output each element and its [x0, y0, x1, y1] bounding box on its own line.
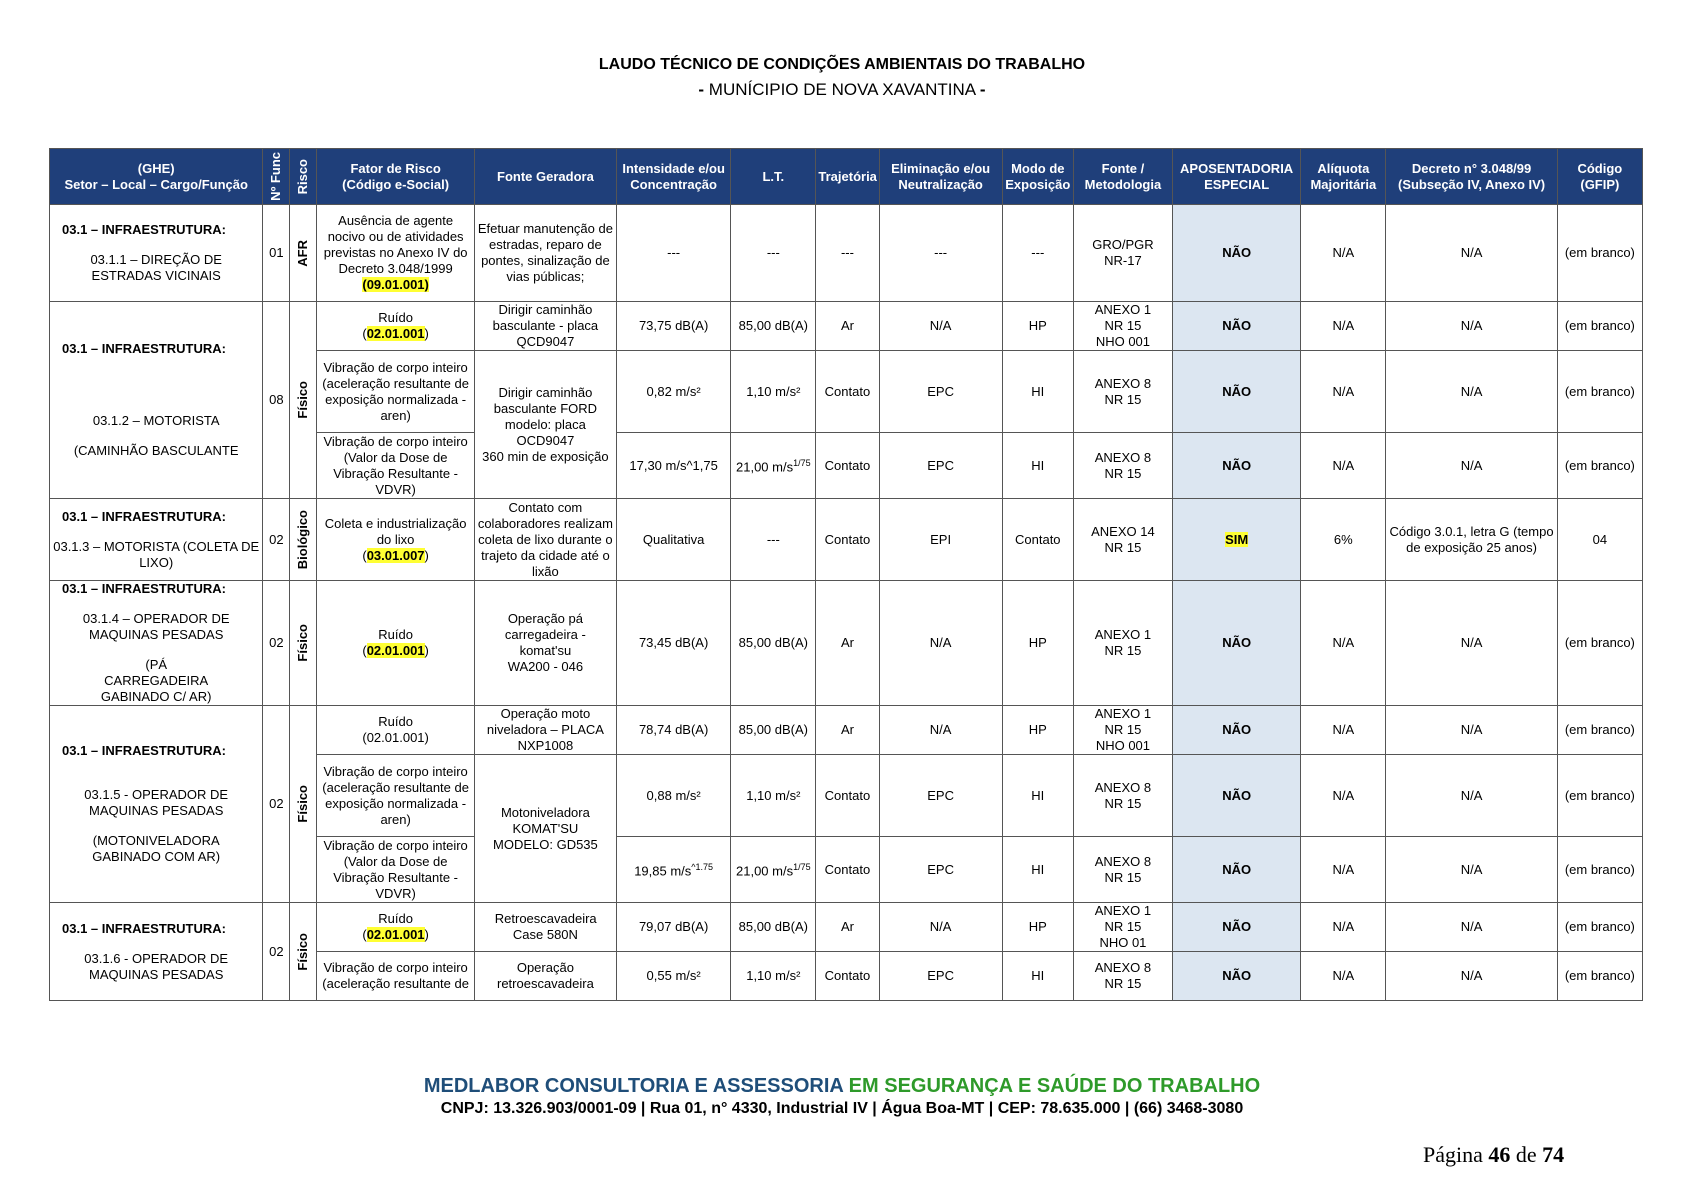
- aposentadoria-cell: NÃO: [1173, 351, 1301, 433]
- elim-cell: ---: [879, 205, 1002, 302]
- aposentadoria-cell: NÃO: [1173, 302, 1301, 351]
- traj-cell: Contato: [816, 952, 879, 1001]
- col-fonte: Fonte Geradora: [474, 149, 616, 205]
- metodologia-cell: ANEXO 8 NR 15: [1073, 351, 1172, 433]
- gfip-cell: 04: [1557, 499, 1642, 581]
- modo-cell: HI: [1002, 433, 1073, 499]
- lt-cell: 1,10 m/s²: [731, 755, 816, 837]
- aliquota-cell: 6%: [1301, 499, 1386, 581]
- elim-cell: EPC: [879, 351, 1002, 433]
- elim-cell: EPI: [879, 499, 1002, 581]
- fator-cell: Ruído (02.01.001): [317, 581, 474, 706]
- decreto-cell: N/A: [1386, 837, 1557, 903]
- decreto-cell: Código 3.0.1, letra G (tempo de exposição 25 anos): [1386, 499, 1557, 581]
- nfunc-cell: 02: [263, 903, 290, 1001]
- nfunc-cell: 02: [263, 581, 290, 706]
- aliquota-cell: N/A: [1301, 302, 1386, 351]
- elim-cell: EPC: [879, 755, 1002, 837]
- fator-cell: Vibração de corpo inteiro (aceleração resultante de exposição normalizada - aren): [317, 755, 474, 837]
- risco-cell: AFR: [290, 205, 317, 302]
- risco-cell: Físico: [290, 581, 317, 706]
- gfip-cell: (em branco): [1557, 302, 1642, 351]
- decreto-cell: N/A: [1386, 903, 1557, 952]
- traj-cell: Contato: [816, 499, 879, 581]
- gfip-cell: (em branco): [1557, 351, 1642, 433]
- col-metodologia: Fonte / Metodologia: [1073, 149, 1172, 205]
- int-cell: ---: [617, 205, 731, 302]
- table-header-row: [50, 149, 1643, 205]
- metodologia-cell: GRO/PGR NR-17: [1073, 205, 1172, 302]
- int-cell: Qualitativa: [617, 499, 731, 581]
- modo-cell: HI: [1002, 952, 1073, 1001]
- metodologia-cell: ANEXO 8 NR 15: [1073, 755, 1172, 837]
- document-subtitle: - MUNÍCIPIO DE NOVA XAVANTINA -: [698, 80, 986, 99]
- lt-cell: ---: [731, 499, 816, 581]
- aliquota-cell: N/A: [1301, 755, 1386, 837]
- aliquota-cell: N/A: [1301, 706, 1386, 755]
- nfunc-cell: 02: [263, 706, 290, 903]
- aliquota-cell: N/A: [1301, 952, 1386, 1001]
- elim-cell: N/A: [879, 581, 1002, 706]
- gfip-cell: (em branco): [1557, 433, 1642, 499]
- traj-cell: Contato: [816, 837, 879, 903]
- decreto-cell: N/A: [1386, 706, 1557, 755]
- risco-cell: Físico: [290, 903, 317, 1001]
- ghe-cell: 03.1 – INFRAESTRUTURA: 03.1.6 - OPERADOR DE MAQUINAS PESADAS: [50, 903, 263, 1001]
- int-cell: 17,30 m/s^1,75: [617, 433, 731, 499]
- lt-cell: 1,10 m/s²: [731, 351, 816, 433]
- col-intensidade: Intensidade e/ou Concentração: [617, 149, 731, 205]
- aposentadoria-cell: NÃO: [1173, 581, 1301, 706]
- decreto-cell: N/A: [1386, 581, 1557, 706]
- col-gfip: Código (GFIP): [1557, 149, 1642, 205]
- elim-cell: EPC: [879, 433, 1002, 499]
- traj-cell: Ar: [816, 706, 879, 755]
- modo-cell: HP: [1002, 903, 1073, 952]
- footer-address: CNPJ: 13.326.903/0001-09 | Rua 01, n° 4330, Industrial IV | Água Boa-MT | CEP: 78.635.000 | (66) 3468-3080: [440, 1100, 1244, 1117]
- metodologia-cell: ANEXO 1 NR 15 NHO 001: [1073, 706, 1172, 755]
- nfunc-cell: 02: [263, 499, 290, 581]
- modo-cell: HP: [1002, 302, 1073, 351]
- traj-cell: Ar: [816, 581, 879, 706]
- table-row: [50, 205, 1643, 302]
- col-eliminacao: Eliminação e/ou Neutralização: [879, 149, 1002, 205]
- elim-cell: EPC: [879, 952, 1002, 1001]
- aposentadoria-cell: NÃO: [1173, 755, 1301, 837]
- lt-cell: ---: [731, 205, 816, 302]
- risk-table: [49, 148, 1643, 1001]
- table-row: [50, 302, 1643, 351]
- fator-cell: Ruído (02.01.001): [317, 903, 474, 952]
- traj-cell: Ar: [816, 903, 879, 952]
- col-aliquota: Alíquota Majoritária: [1301, 149, 1386, 205]
- lt-cell: 21,00 $m/s^{1/75}$: [731, 837, 816, 903]
- decreto-cell: N/A: [1386, 952, 1557, 1001]
- gfip-cell: (em branco): [1557, 706, 1642, 755]
- ghe-cell: 03.1 – INFRAESTRUTURA: 03.1.4 – OPERADOR DE MAQUINAS PESADAS (PÁ CARREGADEIRA GABINADO C/ AR): [50, 581, 263, 706]
- int-cell: 78,74 dB(A): [617, 706, 731, 755]
- traj-cell: Contato: [816, 351, 879, 433]
- modo-cell: HP: [1002, 706, 1073, 755]
- aposentadoria-cell: NÃO: [1173, 205, 1301, 302]
- decreto-cell: N/A: [1386, 433, 1557, 499]
- int-cell: 79,07 dB(A): [617, 903, 731, 952]
- metodologia-cell: ANEXO 1 NR 15: [1073, 581, 1172, 706]
- elim-cell: N/A: [879, 706, 1002, 755]
- gfip-cell: (em branco): [1557, 581, 1642, 706]
- int-cell: 73,45 dB(A): [617, 581, 731, 706]
- col-lt: L.T.: [731, 149, 816, 205]
- int-cell: 0,82 m/s²: [617, 351, 731, 433]
- modo-cell: HI: [1002, 351, 1073, 433]
- gfip-cell: (em branco): [1557, 837, 1642, 903]
- gfip-cell: (em branco): [1557, 952, 1642, 1001]
- col-ghe: (GHE) Setor – Local – Cargo/Função: [50, 149, 263, 205]
- fonte-cell: Operação pá carregadeira - komat'su WA200 - 046: [474, 581, 616, 706]
- modo-cell: ---: [1002, 205, 1073, 302]
- traj-cell: Contato: [816, 755, 879, 837]
- fonte-cell: Operação moto niveladora – PLACA NXP1008: [474, 706, 616, 755]
- elim-cell: EPC: [879, 837, 1002, 903]
- fonte-cell: Dirigir caminhão basculante FORD modelo: placa OCD9047 360 min de exposição: [474, 351, 616, 499]
- nfunc-cell: 01: [263, 205, 290, 302]
- aposentadoria-cell: NÃO: [1173, 837, 1301, 903]
- aposentadoria-cell: NÃO: [1173, 952, 1301, 1001]
- aliquota-cell: N/A: [1301, 205, 1386, 302]
- lt-cell: 85,00 dB(A): [731, 706, 816, 755]
- aliquota-cell: N/A: [1301, 351, 1386, 433]
- col-nfunc: Nº Func: [263, 149, 290, 205]
- page-number: Página 46 de 74: [1423, 1142, 1565, 1167]
- elim-cell: N/A: [879, 903, 1002, 952]
- fator-cell: Vibração de corpo inteiro (Valor da Dose de Vibração Resultante - VDVR): [317, 433, 474, 499]
- int-cell: 19,85 $m/s^{\^{}1.75}$: [617, 837, 731, 903]
- modo-cell: Contato: [1002, 499, 1073, 581]
- fonte-cell: Motoniveladora KOMAT'SU MODELO: GD535: [474, 755, 616, 903]
- fator-cell: Vibração de corpo inteiro (aceleração resultante de: [317, 952, 474, 1001]
- gfip-cell: (em branco): [1557, 755, 1642, 837]
- decreto-cell: N/A: [1386, 205, 1557, 302]
- aposentadoria-cell: NÃO: [1173, 433, 1301, 499]
- traj-cell: Ar: [816, 302, 879, 351]
- table-row: [50, 581, 1643, 706]
- int-cell: 0,55 m/s²: [617, 952, 731, 1001]
- lt-cell: 85,00 dB(A): [731, 581, 816, 706]
- risco-cell: Biológico: [290, 499, 317, 581]
- document-title: LAUDO TÉCNICO DE CONDIÇÕES AMBIENTAIS DO TRABALHO: [598, 56, 1086, 73]
- table-row: [50, 706, 1643, 755]
- aliquota-cell: N/A: [1301, 903, 1386, 952]
- metodologia-cell: ANEXO 8 NR 15: [1073, 952, 1172, 1001]
- modo-cell: HI: [1002, 755, 1073, 837]
- table-row: [50, 499, 1643, 581]
- col-fator: Fator de Risco (Código e-Social): [317, 149, 474, 205]
- decreto-cell: N/A: [1386, 755, 1557, 837]
- aposentadoria-cell: NÃO: [1173, 706, 1301, 755]
- fator-cell: Ruído (02.01.001): [317, 706, 474, 755]
- col-decreto: Decreto n° 3.048/99 (Subseção IV, Anexo IV): [1386, 149, 1557, 205]
- gfip-cell: (em branco): [1557, 903, 1642, 952]
- metodologia-cell: ANEXO 1 NR 15 NHO 01: [1073, 903, 1172, 952]
- fonte-cell: Retroescavadeira Case 580N: [474, 903, 616, 952]
- lt-cell: 21,00 $m/s^{1/75}$: [731, 433, 816, 499]
- metodologia-cell: ANEXO 8 NR 15: [1073, 433, 1172, 499]
- fonte-cell: Efetuar manutenção de estradas, reparo de pontes, sinalização de vias públicas;: [474, 205, 616, 302]
- risco-cell: Físico: [290, 706, 317, 903]
- fator-cell: Vibração de corpo inteiro (aceleração resultante de exposição normalizada - aren): [317, 351, 474, 433]
- lt-cell: 1,10 m/s²: [731, 952, 816, 1001]
- footer-company: MEDLABOR CONSULTORIA E ASSESSORIA EM SEGURANÇA E SAÚDE DO TRABALHO: [423, 1075, 1261, 1097]
- aliquota-cell: N/A: [1301, 581, 1386, 706]
- fator-cell: Coleta e industrialização do lixo (03.01.007): [317, 499, 474, 581]
- fator-cell: Ruído (02.01.001): [317, 302, 474, 351]
- aliquota-cell: N/A: [1301, 433, 1386, 499]
- metodologia-cell: ANEXO 14 NR 15: [1073, 499, 1172, 581]
- ghe-cell: 03.1 – INFRAESTRUTURA: 03.1.3 – MOTORISTA (COLETA DE LIXO): [50, 499, 263, 581]
- col-risco: Risco: [290, 149, 317, 205]
- col-aposentadoria: APOSENTADORIA ESPECIAL: [1173, 149, 1301, 205]
- lt-cell: 85,00 dB(A): [731, 302, 816, 351]
- fonte-cell: Contato com colaboradores realizam coleta de lixo durante o trajeto da cidade até o lixão: [474, 499, 616, 581]
- col-trajetoria: Trajetória: [816, 149, 879, 205]
- risco-cell: Físico: [290, 302, 317, 499]
- decreto-cell: N/A: [1386, 302, 1557, 351]
- int-cell: 73,75 dB(A): [617, 302, 731, 351]
- gfip-cell: (em branco): [1557, 205, 1642, 302]
- metodologia-cell: ANEXO 1 NR 15 NHO 001: [1073, 302, 1172, 351]
- fator-cell: Vibração de corpo inteiro (Valor da Dose de Vibração Resultante - VDVR): [317, 837, 474, 903]
- aposentadoria-cell: NÃO: [1173, 903, 1301, 952]
- int-cell: 0,88 m/s²: [617, 755, 731, 837]
- table-row: [50, 903, 1643, 952]
- aposentadoria-cell: SIM: [1173, 499, 1301, 581]
- decreto-cell: N/A: [1386, 351, 1557, 433]
- fonte-cell: Operação retroescavadeira: [474, 952, 616, 1001]
- ghe-cell: 03.1 – INFRAESTRUTURA: 03.1.1 – DIREÇÃO DE ESTRADAS VICINAIS: [50, 205, 263, 302]
- modo-cell: HP: [1002, 581, 1073, 706]
- ghe-cell: 03.1 – INFRAESTRUTURA: 03.1.2 – MOTORISTA (CAMINHÃO BASCULANTE: [50, 302, 263, 499]
- elim-cell: N/A: [879, 302, 1002, 351]
- aliquota-cell: N/A: [1301, 837, 1386, 903]
- metodologia-cell: ANEXO 8 NR 15: [1073, 837, 1172, 903]
- traj-cell: Contato: [816, 433, 879, 499]
- ghe-cell: 03.1 – INFRAESTRUTURA: 03.1.5 - OPERADOR DE MAQUINAS PESADAS (MOTONIVELADORA GABINADO COM AR): [50, 706, 263, 903]
- modo-cell: HI: [1002, 837, 1073, 903]
- fonte-cell: Dirigir caminhão basculante - placa QCD9047: [474, 302, 616, 351]
- fator-cell: Ausência de agente nocivo ou de atividades previstas no Anexo IV do Decreto 3.048/1999 (09.01.001): [317, 205, 474, 302]
- traj-cell: ---: [816, 205, 879, 302]
- col-modo: Modo de Exposição: [1002, 149, 1073, 205]
- nfunc-cell: 08: [263, 302, 290, 499]
- lt-cell: 85,00 dB(A): [731, 903, 816, 952]
